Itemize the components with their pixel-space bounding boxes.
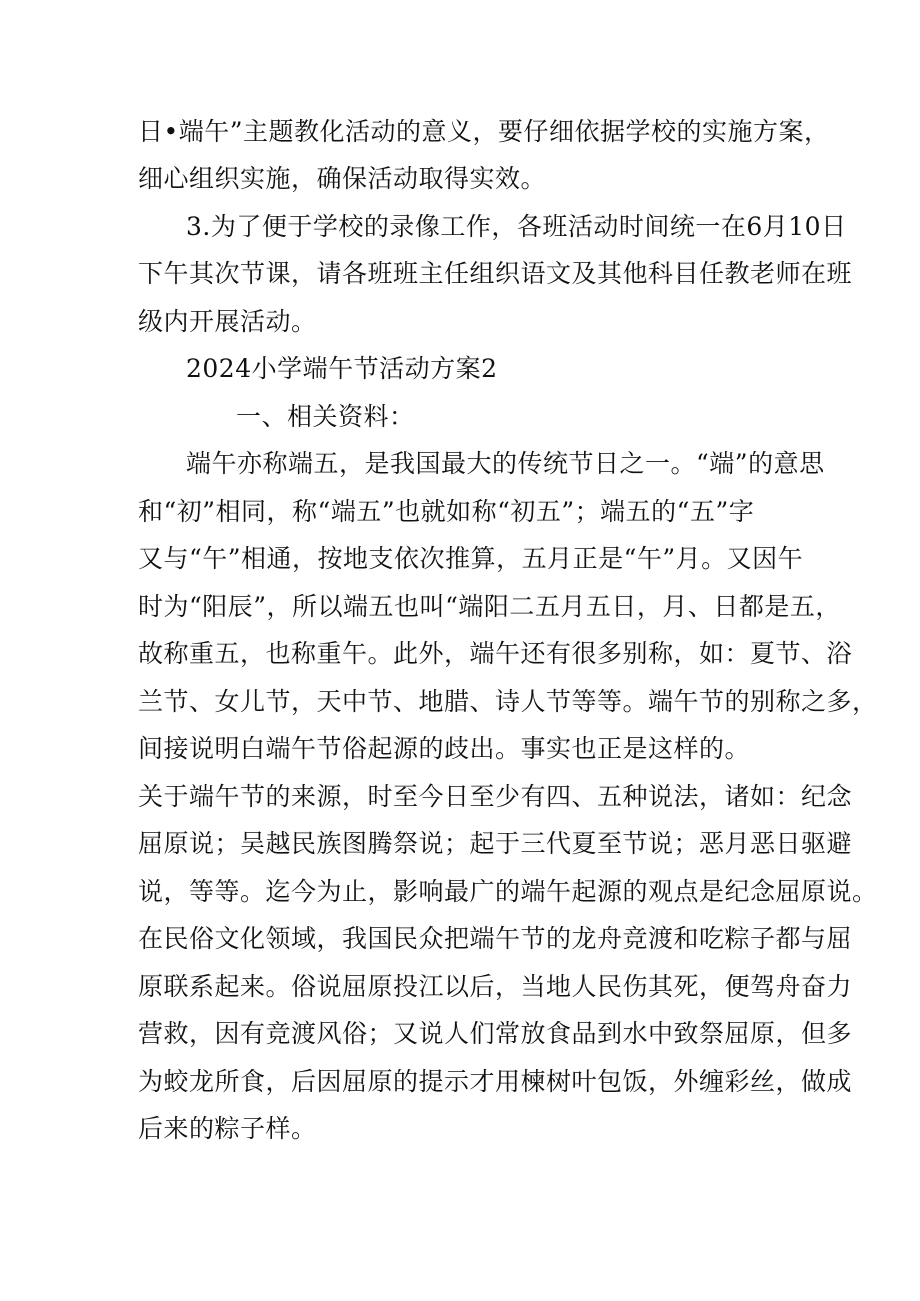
- text-line: 为蛟龙所食，后因屈原的提示才用楝树叶包饭，外缠彩丝，做成: [138, 1067, 853, 1096]
- text-line: 在民俗文化领域，我国民众把端午节的龙舟竞渡和吃粽子都与屈: [138, 924, 853, 953]
- text-line: 营救，因有竞渡风俗；又说人们常放食品到水中致祭屈原，但多: [138, 1019, 853, 1048]
- section-heading: 一、相关资料：: [236, 402, 415, 431]
- text-line: 日•端午”主题教化活动的意义，要仔细依据学校的实施方案，: [138, 117, 830, 146]
- text-line: 下午其次节课，请各班班主任组织语文及其他科目任教老师在班: [138, 259, 853, 288]
- text-line: 级内开展活动。: [138, 307, 317, 336]
- text-line: 关于端午节的来源，时至今日至少有四、五种说法，诸如：纪念: [138, 782, 853, 811]
- text-line: 细心组织实施，确保活动取得实效。: [138, 164, 547, 193]
- text-line: 后来的粽子样。: [138, 1114, 317, 1143]
- text-line: 和“初”相同，称“端五”也就如称“初五”；端五的“五”字: [138, 497, 755, 526]
- text-line: 故称重五，也称重午。此外，端午还有很多别称，如：夏节、浴: [138, 639, 853, 668]
- text-line: 说，等等。迄今为止，影响最广的端午起源的观点是纪念屈原说。: [138, 877, 878, 906]
- text-line: 端午亦称端五，是我国最大的传统节日之一。“端”的意思: [186, 449, 825, 478]
- text-line: 屈原说；吴越民族图腾祭说；起于三代夏至节说；恶月恶日驱避: [138, 829, 853, 858]
- section-title: 2024小学端午节活动方案2: [186, 354, 498, 383]
- text-line: 3.为了便于学校的录像工作，各班活动时间统一在6月10日: [186, 212, 847, 241]
- text-line: 时为“阳辰”，所以端五也叫“端阳二五月五日，月、日都是五，: [138, 592, 841, 621]
- text-line: 又与“午”相通，按地支依次推算，五月正是“午”月。又因午: [138, 544, 804, 573]
- text-line: 间接说明白端午节俗起源的歧出。事实也正是这样的。: [138, 734, 751, 763]
- text-line: 兰节、女儿节，天中节、地腊、诗人节等等。端午节的别称之多，: [138, 687, 878, 716]
- text-line: 原联系起来。俗说屈原投江以后，当地人民伤其死，便驾舟奋力: [138, 972, 853, 1001]
